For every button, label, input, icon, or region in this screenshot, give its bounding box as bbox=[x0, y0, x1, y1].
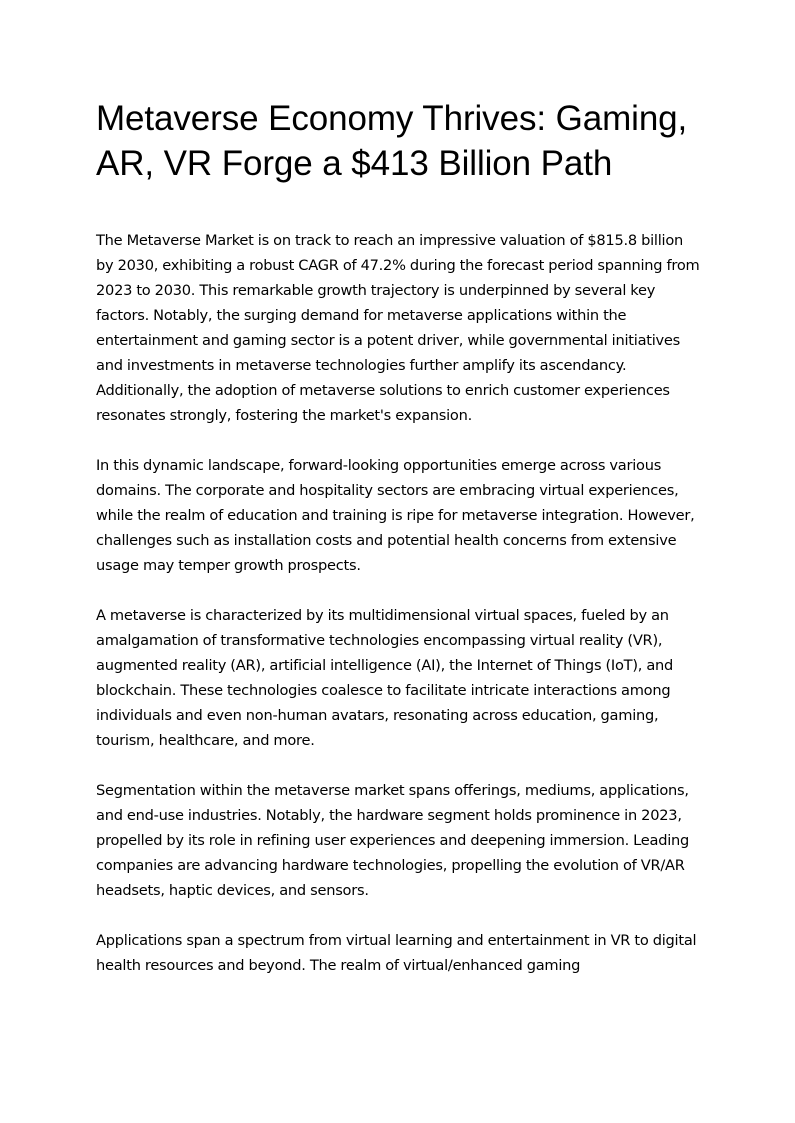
document-title: Metaverse Economy Thrives: Gaming, AR, VR Forge a $413 Billion Path bbox=[96, 99, 688, 183]
paragraph-market-overview: The Metaverse Market is on track to reach an impressive valuation of $815.8 billion by 2030, exhibiting a robust CAGR of 47.2% during the forecast period spanning from 2023 to 2030. This remarkable growth trajectory is underpinned by several key factors. Notably, the surging demand for metaverse applications within the entertainment and gaming sector is a potent driver, while governmental initiatives and investments in metaverse technologies further amplify its ascendancy. Additionally, the adoption of metaverse solutions to enrich customer experiences resonates strongly, fostering the market's expansion. bbox=[96, 232, 700, 424]
document-page bbox=[96, 96, 700, 1003]
paragraph-applications: Applications span a spectrum from virtual learning and entertainment in VR to digital health resources and beyond. The realm of virtual/enhanced gaming bbox=[96, 932, 697, 974]
paragraph-metaverse-definition: A metaverse is characterized by its multidimensional virtual spaces, fueled by an amalgamation of transformative technologies encompassing virtual reality (VR), augmented reality (AR), artificial intelligence (AI), the Internet of Things (IoT), and blockchain. These technologies coalesce to facilitate intricate interactions among individuals and even non-human avatars, resonating across education, gaming, tourism, healthcare, and more. bbox=[96, 607, 674, 749]
paragraph-opportunities: In this dynamic landscape, forward-looking opportunities emerge across various domains. The corporate and hospitality sectors are embracing virtual experiences, while the realm of education and training is ripe for metaverse integration. However, challenges such as installation costs and potential health concerns from extensive usage may temper growth prospects. bbox=[96, 457, 695, 574]
paragraph-segmentation: Segmentation within the metaverse market spans offerings, mediums, applications, and end-use industries. Notably, the hardware segment holds prominence in 2023, propelled by its role in refining user experiences and deepening immersion. Leading companies are advancing hardware technologies, propelling the evolution of VR/AR headsets, haptic devices, and sensors. bbox=[96, 782, 690, 899]
